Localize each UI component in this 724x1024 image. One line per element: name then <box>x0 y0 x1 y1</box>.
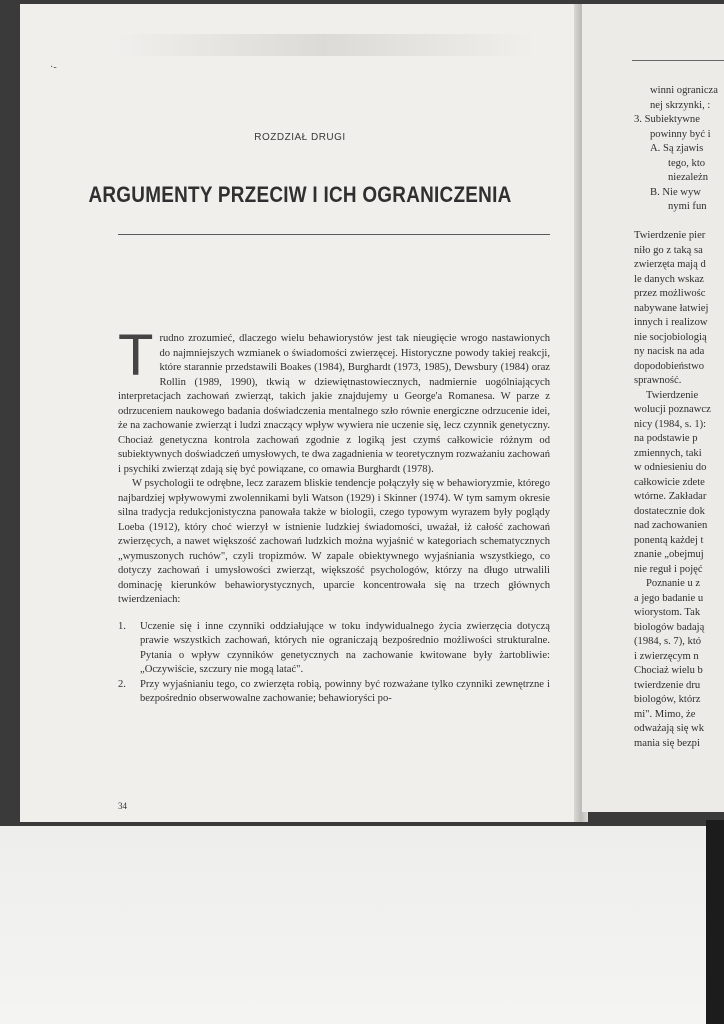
right-page-line: dopodobieństwo <box>634 360 705 372</box>
right-page-line: nie socjobiologią <box>634 331 707 343</box>
chapter-label: ROZDZIAŁ DRUGI <box>254 132 346 143</box>
right-page-line: a jego badanie u <box>634 592 704 604</box>
list-item-number: 2. <box>118 678 126 690</box>
right-page-line: wolucji poznawcz <box>634 404 711 415</box>
right-page-line: przez możliwośc <box>634 288 706 299</box>
list-item-number: 1. <box>118 620 126 632</box>
chapter-title: ARGUMENTY PRZECIW I ICH OGRANICZENIA <box>88 182 512 207</box>
left-page <box>20 4 580 822</box>
right-page-line: powinny być i <box>650 128 711 140</box>
right-page-text <box>634 84 724 751</box>
bleed-through-shadow <box>115 34 535 56</box>
right-page-line: Chociaż wielu b <box>634 665 703 676</box>
list-item <box>118 678 550 707</box>
right-page-line: biologów badają <box>634 621 705 633</box>
right-page-line: znanie „obejmuj <box>634 549 704 560</box>
right-page-line: odważają się wk <box>634 723 705 734</box>
right-page-line: nie reguł i pojęć <box>634 563 703 575</box>
right-page-line: twierdzenie dru <box>634 679 701 691</box>
margin-mark: ·- <box>50 62 57 73</box>
right-page-line: le danych wskaz <box>634 273 705 285</box>
right-page-line: niezależn <box>668 172 708 183</box>
scanner-bed <box>0 826 724 1024</box>
right-page-line: Twierdzenie <box>646 389 699 401</box>
right-page-line: na podstawie p <box>634 433 698 444</box>
right-page-line: Twierdzenie pier <box>634 230 706 241</box>
title-rule <box>118 234 550 235</box>
right-page-line: A. Są zjawis <box>650 143 704 154</box>
right-page-line: zmiennych, taki <box>634 447 702 459</box>
list-item-text: Przy wyjaśnianiu tego, co zwierzęta robią, powinny być rozważane tylko czynniki zewnętrzne i bezpośrednio obserwowalne zachowanie; behawioryści po- <box>140 678 550 704</box>
right-page-line: zwierzęta mają d <box>634 259 706 270</box>
right-page <box>582 4 724 812</box>
drop-cap: T <box>118 323 154 388</box>
paragraph-1 <box>118 323 550 477</box>
body-text <box>118 323 550 707</box>
right-page-line: ny nacisk na ada <box>634 346 705 357</box>
claims-list <box>118 620 550 707</box>
right-page-line: Poznanie u z <box>646 578 701 589</box>
page-number: 34 <box>118 801 127 811</box>
right-page-line: w odniesieniu do <box>634 462 707 473</box>
right-page-line: 3. Subiektywne <box>634 114 700 125</box>
right-page-line <box>634 215 724 230</box>
right-page-line: innych i realizow <box>634 317 708 328</box>
header-rule <box>632 60 724 61</box>
right-page-line: całkowicie zdete <box>634 476 705 488</box>
right-page-line: nad zachowanien <box>634 520 708 531</box>
paragraph-2: W psychologii te odrębne, lecz zarazem bliskie tendencje połączyły się w behawioryzmie, którego najbardziej wpływowymi zwolennikami byli Watson (1929) i Skinner (1974). W tym samym okresie silna tradycja redukcjonistyczna panowała także w biologii, czego typowym wyrazem były poglądy Loeba (1912), który choć wierzył w istnienie ludzkiej świadomości, uważał, iż całość zachowań zwierzęcych, a nawet większość zachowań ludzkich można wyjaśnić w kategoriach schematycznych „wymuszonych ruchów", czyli tropizmów. W zapale obiektywnego wyjaśniania wszystkiego, co dotyczy zachowań i umysłowości zwierząt, większość psychologów, którzy na długo utrwalili dominację kierunków behawiorystycznych, uparcie koncentrowała się na trzech głównych twierdzeniach: <box>118 478 550 605</box>
book-edge <box>706 820 724 1024</box>
right-page-line: (1984, s. 7), któ <box>634 636 702 647</box>
right-page-line: B. Nie wyw <box>650 186 701 198</box>
paragraph-1-text: rudno zrozumieć, dlaczego wielu behawiorystów jest tak nieugięcie wrogo nastawionych do najmniejszych wzmianek o świadomości zwierzęcej. Historyczne powody takiej reakcji, które starannie przedstawili Boakes (1984), Burghardt (1973, 1985), Dewsbury (1984) oraz Rollin (1989, 1990), tkwią w dziewiętnastowiecznych, nadmiernie uogólniających interpretacjach zachowań zwierząt, takich jakie znajdujemy u George'a Romanesa. W parze z odrzuceniem naukowego badania doświadczenia mentalnego szło równie energiczne odrzucenie idei, że na zachowanie zwierząt i ludzi znaczący wpływ wywiera nie uczenie się, lecz czynnik genetyczny. Chociaż genetyczna kontrola zachowań zgodnie z logiką jest czymś całkowicie różnym od subiektywnych doświadczeń umysłowych, te dwa zagadnienia w teoretycznym rozważaniu zachowań i psychiki zwierząt zdają się być powiązane, co omawia Burghardt (1978). <box>118 333 550 475</box>
right-page-line: niło go z taką sa <box>634 244 703 256</box>
right-page-line: sprawność. <box>634 375 682 386</box>
right-page-line: wiorystom. Tak <box>634 607 701 618</box>
right-page-line: tego, kto <box>668 157 706 169</box>
list-item <box>118 620 550 678</box>
right-page-line: mania się bezpi <box>634 737 700 749</box>
list-item-text: Uczenie się i inne czynniki oddziałujące w toku indywidualnego życia zwierzęcia dotyczą prawie wszystkich zachowań, których nie ograniczają bezpośrednio możliwości strukturalne. Pytania o wpływ czynników genetycznych na zachowanie kwitowane były żartobliwie: „Oczywiście, szczury nie mogą latać". <box>140 620 550 675</box>
right-page-line: ponentą każdej t <box>634 534 704 546</box>
right-page-line: dostatecznie dok <box>634 505 705 517</box>
right-page-line: biologów, którz <box>634 694 701 705</box>
right-page-line: i zwierzęcym n <box>634 650 699 662</box>
right-page-line: nabywane łatwiej <box>634 302 709 314</box>
right-page-line: winni ogranicza <box>650 85 718 96</box>
right-page-line: mi". Mimo, że <box>634 708 696 720</box>
right-page-line: nicy (1984, s. 1): <box>634 418 707 430</box>
right-page-line: wtórne. Zakładar <box>634 491 707 502</box>
right-page-line: nej skrzynki, : <box>650 99 711 111</box>
right-page-line: nymi fun <box>668 201 707 212</box>
